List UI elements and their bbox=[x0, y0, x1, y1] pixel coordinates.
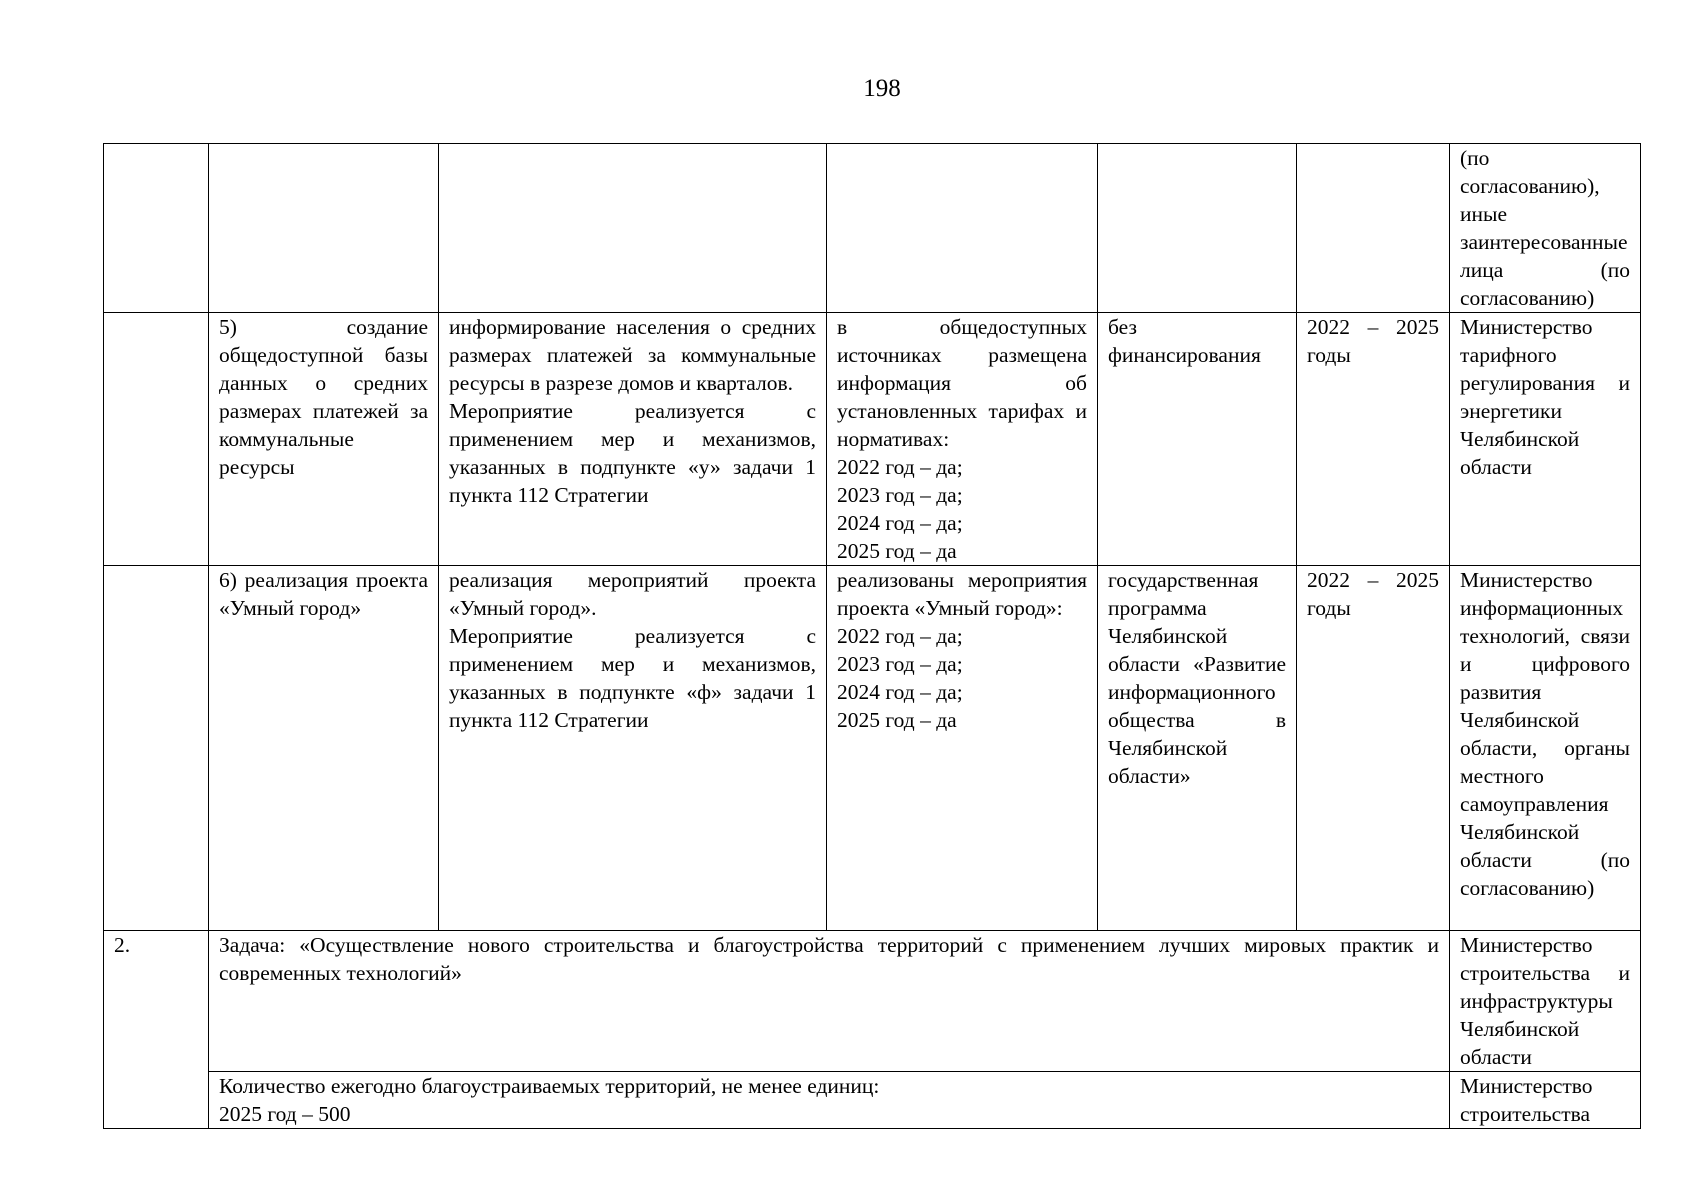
cell-responsible: Министерство строительства bbox=[1450, 1072, 1641, 1129]
content-line: информирование населения о средних размерах платежей за коммунальные ресурсы в разрезе домов и кварталов. bbox=[449, 315, 816, 395]
table-row-task-2 bbox=[104, 931, 1641, 1072]
cell-funding: без финансирования bbox=[1098, 313, 1297, 566]
result-line: 2023 год – да; bbox=[837, 483, 963, 507]
result-line: 2023 год – да; bbox=[837, 652, 963, 676]
result-line: в общедоступных источниках размещена информация об установленных тарифах и нормативах: bbox=[837, 315, 1087, 451]
cell-result bbox=[827, 144, 1098, 313]
cell-number bbox=[104, 144, 209, 313]
cell-responsible: Министерство информационных технологий, связи и цифрового развития Челябинской области, органы местного самоуправления Челябинской области (по согласованию) bbox=[1450, 566, 1641, 931]
cell-funding bbox=[1098, 144, 1297, 313]
table-row-indicator bbox=[104, 1072, 1641, 1129]
content-line: реализация мероприятий проекта «Умный город». bbox=[449, 568, 816, 620]
page-number: 198 bbox=[863, 75, 901, 102]
table-row-measure-5 bbox=[104, 313, 1641, 566]
cell-result bbox=[827, 313, 1098, 566]
cell-number bbox=[104, 313, 209, 566]
cell-period: 2022 – 2025 годы bbox=[1297, 313, 1450, 566]
result-line: 2025 год – да bbox=[837, 539, 957, 563]
result-line: 2024 год – да; bbox=[837, 680, 963, 704]
cell-number: 2. bbox=[104, 931, 209, 1129]
cell-task: Задача: «Осуществление нового строительства и благоустройства территорий с применением лучших мировых практик и современных технологий» bbox=[209, 931, 1450, 1072]
cell-measure: 5) создание общедоступной базы данных о средних размерах платежей за коммунальные ресурсы bbox=[209, 313, 439, 566]
indicator-line: 2025 год – 500 bbox=[219, 1102, 351, 1126]
content-line: Мероприятие реализуется с применением мер и механизмов, указанных в подпункте «ф» задачи 1 пункта 112 Стратегии bbox=[449, 624, 816, 732]
cell-content bbox=[439, 144, 827, 313]
cell-period bbox=[1297, 144, 1450, 313]
cell-responsible: Министерство строительства и инфраструктуры Челябинской области bbox=[1450, 931, 1641, 1072]
cell-content bbox=[439, 313, 827, 566]
result-line: 2025 год – да bbox=[837, 708, 957, 732]
cell-responsible: Министерство тарифного регулирования и энергетики Челябинской области bbox=[1450, 313, 1641, 566]
result-line: реализованы мероприятия проекта «Умный город»: bbox=[837, 568, 1087, 620]
result-line: 2022 год – да; bbox=[837, 624, 963, 648]
table-row-continued bbox=[104, 144, 1641, 313]
measures-table bbox=[103, 143, 1641, 1129]
cell-funding: государственная программа Челябинской области «Развитие информационного общества в Челябинской области» bbox=[1098, 566, 1297, 931]
table-row-measure-6 bbox=[104, 566, 1641, 931]
cell-content bbox=[439, 566, 827, 931]
cell-period: 2022 – 2025 годы bbox=[1297, 566, 1450, 931]
result-line: 2024 год – да; bbox=[837, 511, 963, 535]
cell-indicator bbox=[209, 1072, 1450, 1129]
cell-number bbox=[104, 566, 209, 931]
content-line: Мероприятие реализуется с применением мер и механизмов, указанных в подпункте «у» задачи 1 пункта 112 Стратегии bbox=[449, 399, 816, 507]
indicator-line: Количество ежегодно благоустраиваемых территорий, не менее единиц: bbox=[219, 1074, 880, 1098]
cell-measure bbox=[209, 144, 439, 313]
cell-responsible: (по согласованию), иные заинтересованные лица (по согласованию) bbox=[1450, 144, 1641, 313]
cell-measure: 6) реализация проекта «Умный город» bbox=[209, 566, 439, 931]
result-line: 2022 год – да; bbox=[837, 455, 963, 479]
cell-result bbox=[827, 566, 1098, 931]
